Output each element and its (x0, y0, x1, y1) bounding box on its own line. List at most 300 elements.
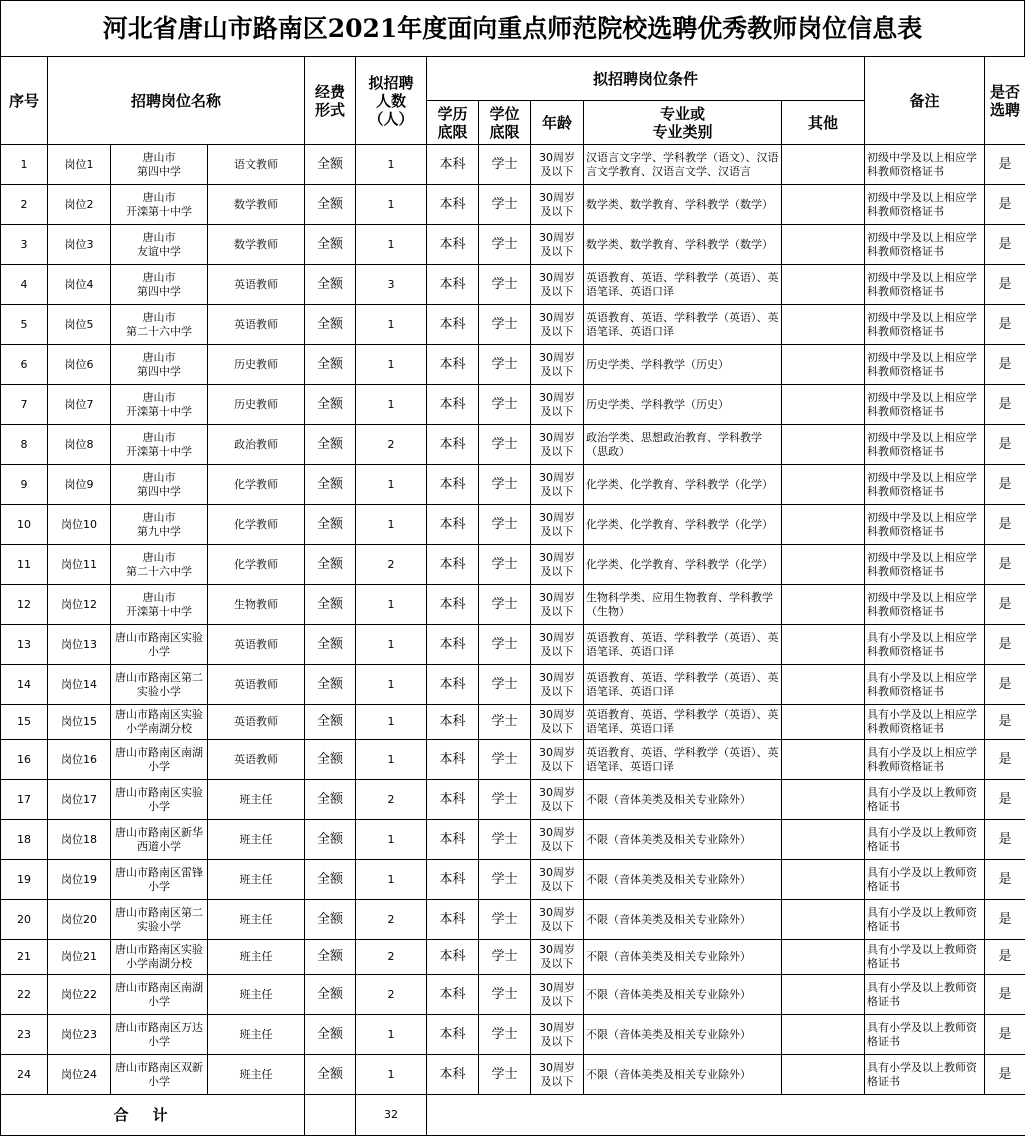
cell-selectable: 是 (985, 585, 1025, 625)
cell-degree: 学士 (479, 145, 531, 185)
cell-selectable: 是 (985, 305, 1025, 345)
total-label: 合计 (1, 1095, 305, 1136)
cell-remark: 具有小学及以上教师资格证书 (865, 820, 985, 860)
cell-post: 岗位20 (48, 900, 111, 940)
cell-age: 30周岁 及以下 (531, 665, 584, 705)
cell-count: 1 (356, 665, 427, 705)
cell-degree: 学士 (479, 385, 531, 425)
cell-degree: 学士 (479, 585, 531, 625)
cell-seq: 5 (1, 305, 48, 345)
cell-degree: 学士 (479, 185, 531, 225)
table-row (1, 860, 1025, 900)
cell-funding: 全额 (305, 860, 356, 900)
cell-major: 不限（音体美类及相关专业除外） (584, 820, 782, 860)
cell-seq: 17 (1, 780, 48, 820)
cell-selectable: 是 (985, 225, 1025, 265)
cell-degree: 学士 (479, 625, 531, 665)
header-remark: 备注 (865, 57, 985, 145)
cell-education: 本科 (427, 585, 479, 625)
table-row (1, 545, 1025, 585)
cell-age: 30周岁 及以下 (531, 265, 584, 305)
cell-degree: 学士 (479, 975, 531, 1015)
cell-post: 岗位3 (48, 225, 111, 265)
cell-age: 30周岁 及以下 (531, 820, 584, 860)
cell-post: 岗位17 (48, 780, 111, 820)
cell-degree: 学士 (479, 505, 531, 545)
table-row (1, 975, 1025, 1015)
cell-seq: 21 (1, 940, 48, 975)
cell-other (782, 1055, 865, 1095)
cell-subject: 政治教师 (208, 425, 305, 465)
table-row (1, 780, 1025, 820)
cell-seq: 20 (1, 900, 48, 940)
cell-age: 30周岁 及以下 (531, 185, 584, 225)
cell-count: 1 (356, 705, 427, 740)
cell-post: 岗位2 (48, 185, 111, 225)
cell-count: 1 (356, 1015, 427, 1055)
cell-degree: 学士 (479, 425, 531, 465)
cell-remark: 初级中学及以上相应学科教师资格证书 (865, 385, 985, 425)
cell-seq: 14 (1, 665, 48, 705)
cell-post: 岗位21 (48, 940, 111, 975)
cell-count: 1 (356, 625, 427, 665)
cell-post: 岗位14 (48, 665, 111, 705)
cell-post: 岗位12 (48, 585, 111, 625)
table-row (1, 185, 1025, 225)
cell-remark: 具有小学及以上教师资格证书 (865, 1015, 985, 1055)
cell-seq: 1 (1, 145, 48, 185)
cell-education: 本科 (427, 940, 479, 975)
table-row (1, 940, 1025, 975)
cell-selectable: 是 (985, 465, 1025, 505)
cell-count: 1 (356, 385, 427, 425)
cell-funding: 全额 (305, 975, 356, 1015)
cell-funding: 全额 (305, 385, 356, 425)
cell-remark: 具有小学及以上相应学科教师资格证书 (865, 740, 985, 780)
cell-subject: 英语教师 (208, 265, 305, 305)
cell-age: 30周岁 及以下 (531, 705, 584, 740)
cell-major: 汉语言文字学、学科教学（语文）、汉语言文学教育、汉语言文学、汉语言 (584, 145, 782, 185)
cell-funding: 全额 (305, 1015, 356, 1055)
cell-selectable: 是 (985, 740, 1025, 780)
cell-school: 唐山市 开滦第十中学 (111, 385, 208, 425)
cell-education: 本科 (427, 820, 479, 860)
cell-funding: 全额 (305, 740, 356, 780)
cell-school: 唐山市 第四中学 (111, 145, 208, 185)
cell-school: 唐山市路南区南湖小学 (111, 975, 208, 1015)
cell-education: 本科 (427, 425, 479, 465)
cell-post: 岗位15 (48, 705, 111, 740)
table-row (1, 665, 1025, 705)
total-empty-funding (305, 1095, 356, 1136)
cell-major: 不限（音体美类及相关专业除外） (584, 900, 782, 940)
cell-seq: 11 (1, 545, 48, 585)
table-row (1, 345, 1025, 385)
cell-subject: 英语教师 (208, 740, 305, 780)
cell-selectable: 是 (985, 505, 1025, 545)
cell-education: 本科 (427, 145, 479, 185)
cell-funding: 全额 (305, 225, 356, 265)
cell-selectable: 是 (985, 975, 1025, 1015)
header-conditions: 拟招聘岗位条件 (427, 57, 865, 101)
cell-remark: 具有小学及以上教师资格证书 (865, 900, 985, 940)
cell-major: 不限（音体美类及相关专业除外） (584, 975, 782, 1015)
cell-education: 本科 (427, 665, 479, 705)
cell-post: 岗位1 (48, 145, 111, 185)
cell-school: 唐山市路南区双新小学 (111, 1055, 208, 1095)
header-post-name: 招聘岗位名称 (48, 57, 305, 145)
cell-other (782, 740, 865, 780)
cell-school: 唐山市 第二十六中学 (111, 305, 208, 345)
cell-count: 1 (356, 185, 427, 225)
cell-selectable: 是 (985, 425, 1025, 465)
cell-major: 不限（音体美类及相关专业除外） (584, 780, 782, 820)
cell-major: 不限（音体美类及相关专业除外） (584, 1055, 782, 1095)
cell-age: 30周岁 及以下 (531, 940, 584, 975)
cell-remark: 初级中学及以上相应学科教师资格证书 (865, 185, 985, 225)
cell-subject: 历史教师 (208, 385, 305, 425)
cell-post: 岗位4 (48, 265, 111, 305)
cell-post: 岗位19 (48, 860, 111, 900)
cell-degree: 学士 (479, 1015, 531, 1055)
cell-education: 本科 (427, 1055, 479, 1095)
cell-degree: 学士 (479, 860, 531, 900)
table-row (1, 705, 1025, 740)
cell-remark: 具有小学及以上教师资格证书 (865, 1055, 985, 1095)
cell-school: 唐山市 第四中学 (111, 465, 208, 505)
cell-funding: 全额 (305, 940, 356, 975)
cell-subject: 语文教师 (208, 145, 305, 185)
cell-education: 本科 (427, 625, 479, 665)
cell-selectable: 是 (985, 820, 1025, 860)
header-age: 年龄 (531, 101, 584, 145)
cell-selectable: 是 (985, 145, 1025, 185)
cell-post: 岗位16 (48, 740, 111, 780)
cell-count: 1 (356, 465, 427, 505)
cell-selectable: 是 (985, 265, 1025, 305)
cell-seq: 2 (1, 185, 48, 225)
cell-other (782, 625, 865, 665)
table-row (1, 145, 1025, 185)
cell-education: 本科 (427, 705, 479, 740)
cell-age: 30周岁 及以下 (531, 975, 584, 1015)
cell-other (782, 940, 865, 975)
cell-remark: 初级中学及以上相应学科教师资格证书 (865, 585, 985, 625)
cell-seq: 7 (1, 385, 48, 425)
cell-count: 1 (356, 860, 427, 900)
cell-other (782, 820, 865, 860)
cell-school: 唐山市路南区万达小学 (111, 1015, 208, 1055)
cell-selectable: 是 (985, 900, 1025, 940)
cell-funding: 全额 (305, 585, 356, 625)
cell-subject: 班主任 (208, 860, 305, 900)
cell-major: 英语教育、英语、学科教学（英语）、英语笔译、英语口译 (584, 665, 782, 705)
cell-other (782, 900, 865, 940)
cell-post: 岗位24 (48, 1055, 111, 1095)
cell-subject: 班主任 (208, 1055, 305, 1095)
cell-school: 唐山市路南区第二实验小学 (111, 665, 208, 705)
header-funding: 经费 形式 (305, 57, 356, 145)
cell-count: 1 (356, 345, 427, 385)
cell-degree: 学士 (479, 225, 531, 265)
cell-age: 30周岁 及以下 (531, 1015, 584, 1055)
cell-selectable: 是 (985, 545, 1025, 585)
cell-education: 本科 (427, 225, 479, 265)
cell-seq: 22 (1, 975, 48, 1015)
cell-education: 本科 (427, 780, 479, 820)
cell-count: 1 (356, 505, 427, 545)
cell-education: 本科 (427, 385, 479, 425)
cell-count: 1 (356, 740, 427, 780)
cell-education: 本科 (427, 545, 479, 585)
cell-school: 唐山市 第四中学 (111, 345, 208, 385)
cell-count: 2 (356, 975, 427, 1015)
cell-selectable: 是 (985, 860, 1025, 900)
cell-funding: 全额 (305, 625, 356, 665)
cell-other (782, 465, 865, 505)
cell-major: 不限（音体美类及相关专业除外） (584, 1015, 782, 1055)
cell-remark: 初级中学及以上相应学科教师资格证书 (865, 465, 985, 505)
cell-selectable: 是 (985, 625, 1025, 665)
header-count: 拟招聘 人数 （人） (356, 57, 427, 145)
cell-age: 30周岁 及以下 (531, 900, 584, 940)
cell-school: 唐山市路南区实验小学 (111, 780, 208, 820)
header-selectable: 是否 选聘 (985, 57, 1025, 145)
header-seq: 序号 (1, 57, 48, 145)
cell-major: 政治学类、思想政治教育、学科教学（思政） (584, 425, 782, 465)
cell-other (782, 860, 865, 900)
cell-age: 30周岁 及以下 (531, 780, 584, 820)
positions-table (0, 56, 1025, 1136)
cell-other (782, 225, 865, 265)
cell-seq: 12 (1, 585, 48, 625)
cell-other (782, 385, 865, 425)
cell-education: 本科 (427, 1015, 479, 1055)
cell-post: 岗位13 (48, 625, 111, 665)
cell-remark: 具有小学及以上教师资格证书 (865, 780, 985, 820)
table-row (1, 820, 1025, 860)
cell-funding: 全额 (305, 345, 356, 385)
header-major: 专业或 专业类别 (584, 101, 782, 145)
cell-remark: 初级中学及以上相应学科教师资格证书 (865, 305, 985, 345)
cell-remark: 具有小学及以上相应学科教师资格证书 (865, 625, 985, 665)
cell-count: 2 (356, 425, 427, 465)
cell-subject: 英语教师 (208, 305, 305, 345)
header-degree: 学位 底限 (479, 101, 531, 145)
cell-selectable: 是 (985, 385, 1025, 425)
cell-remark: 具有小学及以上教师资格证书 (865, 940, 985, 975)
cell-funding: 全额 (305, 1055, 356, 1095)
cell-major: 英语教育、英语、学科教学（英语）、英语笔译、英语口译 (584, 705, 782, 740)
cell-degree: 学士 (479, 545, 531, 585)
cell-funding: 全额 (305, 705, 356, 740)
cell-degree: 学士 (479, 265, 531, 305)
cell-other (782, 545, 865, 585)
cell-other (782, 505, 865, 545)
cell-degree: 学士 (479, 305, 531, 345)
cell-seq: 9 (1, 465, 48, 505)
table-row (1, 1015, 1025, 1055)
cell-seq: 15 (1, 705, 48, 740)
cell-major: 化学类、化学教育、学科教学（化学） (584, 545, 782, 585)
cell-school: 唐山市路南区实验小学 (111, 625, 208, 665)
cell-remark: 具有小学及以上教师资格证书 (865, 975, 985, 1015)
cell-selectable: 是 (985, 780, 1025, 820)
cell-school: 唐山市路南区雷锋小学 (111, 860, 208, 900)
cell-subject: 数学教师 (208, 185, 305, 225)
cell-seq: 6 (1, 345, 48, 385)
cell-remark: 初级中学及以上相应学科教师资格证书 (865, 145, 985, 185)
cell-selectable: 是 (985, 705, 1025, 740)
cell-other (782, 185, 865, 225)
table-row (1, 225, 1025, 265)
cell-age: 30周岁 及以下 (531, 145, 584, 185)
cell-post: 岗位18 (48, 820, 111, 860)
cell-degree: 学士 (479, 940, 531, 975)
cell-age: 30周岁 及以下 (531, 465, 584, 505)
cell-remark: 初级中学及以上相应学科教师资格证书 (865, 265, 985, 305)
cell-major: 英语教育、英语、学科教学（英语）、英语笔译、英语口译 (584, 740, 782, 780)
cell-age: 30周岁 及以下 (531, 585, 584, 625)
cell-other (782, 1015, 865, 1055)
cell-count: 3 (356, 265, 427, 305)
cell-school: 唐山市路南区南湖小学 (111, 740, 208, 780)
cell-funding: 全额 (305, 780, 356, 820)
cell-count: 1 (356, 820, 427, 860)
cell-other (782, 585, 865, 625)
cell-subject: 化学教师 (208, 545, 305, 585)
table-body (1, 145, 1025, 1095)
cell-age: 30周岁 及以下 (531, 1055, 584, 1095)
cell-school: 唐山市 友谊中学 (111, 225, 208, 265)
cell-seq: 23 (1, 1015, 48, 1055)
cell-degree: 学士 (479, 780, 531, 820)
page-title: 河北省唐山市路南区2021年度面向重点师范院校选聘优秀教师岗位信息表 (0, 0, 1025, 56)
cell-subject: 班主任 (208, 900, 305, 940)
cell-age: 30周岁 及以下 (531, 505, 584, 545)
cell-count: 2 (356, 780, 427, 820)
table-row (1, 1055, 1025, 1095)
cell-degree: 学士 (479, 900, 531, 940)
cell-funding: 全额 (305, 900, 356, 940)
cell-other (782, 665, 865, 705)
cell-school: 唐山市 第二十六中学 (111, 545, 208, 585)
cell-subject: 英语教师 (208, 705, 305, 740)
cell-other (782, 975, 865, 1015)
cell-funding: 全额 (305, 820, 356, 860)
cell-funding: 全额 (305, 665, 356, 705)
cell-major: 生物科学类、应用生物教育、学科教学（生物） (584, 585, 782, 625)
cell-major: 历史学类、学科教学（历史） (584, 345, 782, 385)
cell-school: 唐山市 第九中学 (111, 505, 208, 545)
cell-funding: 全额 (305, 465, 356, 505)
cell-seq: 19 (1, 860, 48, 900)
cell-school: 唐山市 开滦第十中学 (111, 585, 208, 625)
cell-education: 本科 (427, 740, 479, 780)
cell-post: 岗位5 (48, 305, 111, 345)
cell-other (782, 305, 865, 345)
cell-education: 本科 (427, 900, 479, 940)
cell-post: 岗位22 (48, 975, 111, 1015)
cell-remark: 初级中学及以上相应学科教师资格证书 (865, 425, 985, 465)
cell-major: 英语教育、英语、学科教学（英语）、英语笔译、英语口译 (584, 305, 782, 345)
cell-post: 岗位6 (48, 345, 111, 385)
cell-remark: 初级中学及以上相应学科教师资格证书 (865, 225, 985, 265)
cell-selectable: 是 (985, 665, 1025, 705)
cell-subject: 生物教师 (208, 585, 305, 625)
cell-major: 不限（音体美类及相关专业除外） (584, 860, 782, 900)
cell-age: 30周岁 及以下 (531, 740, 584, 780)
cell-seq: 16 (1, 740, 48, 780)
cell-seq: 24 (1, 1055, 48, 1095)
cell-major: 历史学类、学科教学（历史） (584, 385, 782, 425)
cell-education: 本科 (427, 505, 479, 545)
cell-selectable: 是 (985, 345, 1025, 385)
cell-funding: 全额 (305, 425, 356, 465)
header-other: 其他 (782, 101, 865, 145)
table-row (1, 505, 1025, 545)
table-row (1, 625, 1025, 665)
cell-seq: 10 (1, 505, 48, 545)
cell-education: 本科 (427, 305, 479, 345)
cell-seq: 13 (1, 625, 48, 665)
cell-count: 1 (356, 1055, 427, 1095)
cell-age: 30周岁 及以下 (531, 425, 584, 465)
cell-degree: 学士 (479, 740, 531, 780)
cell-degree: 学士 (479, 345, 531, 385)
cell-degree: 学士 (479, 1055, 531, 1095)
cell-selectable: 是 (985, 1055, 1025, 1095)
cell-education: 本科 (427, 860, 479, 900)
total-empty-rest (427, 1095, 1025, 1136)
cell-post: 岗位7 (48, 385, 111, 425)
cell-selectable: 是 (985, 1015, 1025, 1055)
cell-seq: 8 (1, 425, 48, 465)
cell-seq: 18 (1, 820, 48, 860)
cell-other (782, 705, 865, 740)
cell-post: 岗位8 (48, 425, 111, 465)
cell-other (782, 425, 865, 465)
cell-degree: 学士 (479, 665, 531, 705)
cell-subject: 化学教师 (208, 505, 305, 545)
cell-subject: 班主任 (208, 780, 305, 820)
cell-count: 1 (356, 305, 427, 345)
header-education: 学历 底限 (427, 101, 479, 145)
cell-subject: 班主任 (208, 975, 305, 1015)
cell-major: 数学类、数学教育、学科教学（数学） (584, 225, 782, 265)
cell-post: 岗位10 (48, 505, 111, 545)
cell-subject: 英语教师 (208, 625, 305, 665)
total-value: 32 (356, 1095, 427, 1136)
cell-degree: 学士 (479, 465, 531, 505)
cell-count: 1 (356, 145, 427, 185)
cell-age: 30周岁 及以下 (531, 225, 584, 265)
cell-other (782, 780, 865, 820)
cell-seq: 4 (1, 265, 48, 305)
table-row (1, 585, 1025, 625)
cell-major: 化学类、化学教育、学科教学（化学） (584, 465, 782, 505)
cell-remark: 初级中学及以上相应学科教师资格证书 (865, 545, 985, 585)
cell-other (782, 345, 865, 385)
cell-subject: 班主任 (208, 820, 305, 860)
cell-other (782, 265, 865, 305)
cell-age: 30周岁 及以下 (531, 625, 584, 665)
table-row (1, 900, 1025, 940)
cell-education: 本科 (427, 975, 479, 1015)
cell-school: 唐山市路南区实验小学南湖分校 (111, 940, 208, 975)
cell-major: 化学类、化学教育、学科教学（化学） (584, 505, 782, 545)
cell-funding: 全额 (305, 305, 356, 345)
